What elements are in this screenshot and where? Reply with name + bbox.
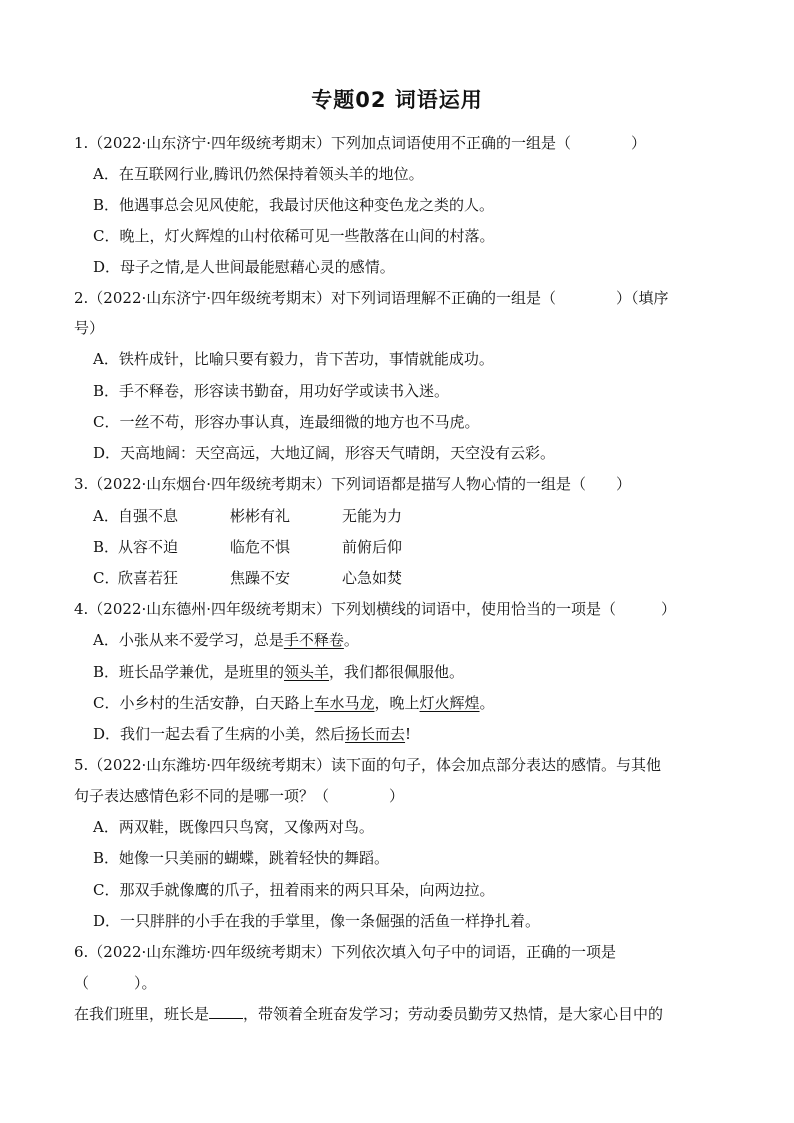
question-1-option-a: A．在互联网行业,腾讯仍然保持着领头羊的地位。 bbox=[93, 165, 424, 183]
question-2-option-d: D．天高地阔：天空高远，大地辽阔，形容天气晴朗，天空没有云彩。 bbox=[93, 444, 556, 462]
question-4-option-d bbox=[93, 724, 411, 744]
question-6-stem-cont: （ ）。 bbox=[74, 974, 157, 992]
question-5-option-d: D．一只胖胖的小手在我的手掌里，像一条倔强的活鱼一样挣扎着。 bbox=[93, 912, 541, 930]
question-1-stem: 1.（2022·山东济宁·四年级统考期末）下列加点词语使用不正确的一组是（ ） bbox=[74, 134, 647, 152]
underlined-word: 手不释卷 bbox=[283, 631, 344, 649]
underlined-word: 扬长而去 bbox=[345, 725, 406, 743]
underlined-word: 车水马龙 bbox=[314, 694, 375, 712]
word: 前俯后仰 bbox=[342, 538, 403, 556]
word: 无能为力 bbox=[342, 507, 403, 525]
passage-text: ，带领着全班奋发学习；劳动委员勤劳又热情，是大家心目中的 bbox=[243, 1005, 664, 1023]
underlined-word: 领头羊 bbox=[284, 663, 330, 681]
word: 从容不迫 bbox=[118, 538, 179, 556]
question-4-option-a bbox=[93, 630, 359, 650]
option-text: B．班长品学兼优，是班里的 bbox=[93, 663, 285, 681]
question-2-option-b: B．手不释卷，形容读书勤奋，用功好学或读书入迷。 bbox=[93, 382, 450, 400]
question-2-stem: 2.（2022·山东济宁·四年级统考期末）对下列词语理解不正确的一组是（ ）（填序 bbox=[74, 289, 669, 307]
question-2-option-c: C．一丝不苟，形容办事认真，连最细微的地方也不马虎。 bbox=[93, 413, 480, 431]
option-text: C．小乡村的生活安静，白天路上 bbox=[93, 694, 315, 712]
question-3-row-b bbox=[93, 537, 593, 557]
row-label: A． bbox=[93, 507, 119, 525]
question-5-option-c: C．那双手就像鹰的爪子，扭着雨来的两只耳朵，向两边拉。 bbox=[93, 881, 495, 899]
question-1-option-b: B．他遇事总会见风使舵，我最讨厌他这种变色龙之类的人。 bbox=[93, 196, 495, 214]
question-2-stem-cont: 号） bbox=[74, 319, 105, 337]
question-4-option-b bbox=[93, 662, 464, 682]
question-4-stem: 4.（2022·山东德州·四年级统考期末）下列划横线的词语中，使用恰当的一项是（ ） bbox=[74, 600, 677, 618]
option-text: A．小张从来不爱学习，总是 bbox=[93, 631, 284, 649]
underlined-word: 灯火辉煌 bbox=[419, 694, 480, 712]
word: 欣喜若狂 bbox=[118, 569, 179, 587]
question-1-option-c: C．晚上，灯火辉煌的山村依稀可见一些散落在山间的村落。 bbox=[93, 227, 495, 245]
question-5-option-a: A．两双鞋，既像四只鸟窝，又像两对鸟。 bbox=[93, 818, 374, 836]
word: 自强不息 bbox=[118, 507, 179, 525]
option-text: ，晚上 bbox=[374, 694, 420, 712]
question-3-row-a bbox=[93, 506, 593, 526]
option-text: 。 bbox=[343, 631, 359, 649]
page-title: 专题02 词语运用 bbox=[311, 88, 483, 112]
option-text: D．我们一起去看了生病的小美，然后 bbox=[93, 725, 346, 743]
row-label: C． bbox=[93, 569, 120, 587]
question-5-option-b: B．她像一只美丽的蝴蝶，跳着轻快的舞蹈。 bbox=[93, 849, 390, 867]
question-1-option-d: D．母子之情,是人世间最能慰藉心灵的感情。 bbox=[93, 258, 395, 276]
word: 彬彬有礼 bbox=[230, 507, 291, 525]
question-3-row-c bbox=[93, 568, 593, 588]
row-label: B． bbox=[93, 538, 120, 556]
question-5-stem: 5.（2022·山东潍坊·四年级统考期末）读下面的句子，体会加点部分表达的感情。与其他 bbox=[74, 756, 662, 774]
word: 临危不惧 bbox=[230, 538, 291, 556]
question-3-stem: 3.（2022·山东烟台·四年级统考期末）下列词语都是描写人物心情的一组是（ ） bbox=[74, 475, 632, 493]
passage-text: 在我们班里，班长是 bbox=[74, 1005, 210, 1023]
option-text: ! bbox=[405, 725, 412, 743]
question-4-option-c bbox=[93, 693, 495, 713]
option-text: 。 bbox=[479, 694, 495, 712]
question-6-stem: 6.（2022·山东潍坊·四年级统考期末）下列依次填入句子中的词语，正确的一项是 bbox=[74, 943, 617, 961]
word: 焦躁不安 bbox=[230, 569, 291, 587]
question-6-passage bbox=[74, 1004, 663, 1024]
option-text: ，我们都很佩服他。 bbox=[329, 663, 465, 681]
word: 心急如焚 bbox=[342, 569, 403, 587]
fill-blank bbox=[209, 1004, 243, 1019]
question-2-option-a: A．铁杵成针，比喻只要有毅力，肯下苦功，事情就能成功。 bbox=[93, 350, 494, 368]
question-5-stem-cont: 句子表达感情色彩不同的是哪一项？（ ） bbox=[74, 787, 405, 805]
